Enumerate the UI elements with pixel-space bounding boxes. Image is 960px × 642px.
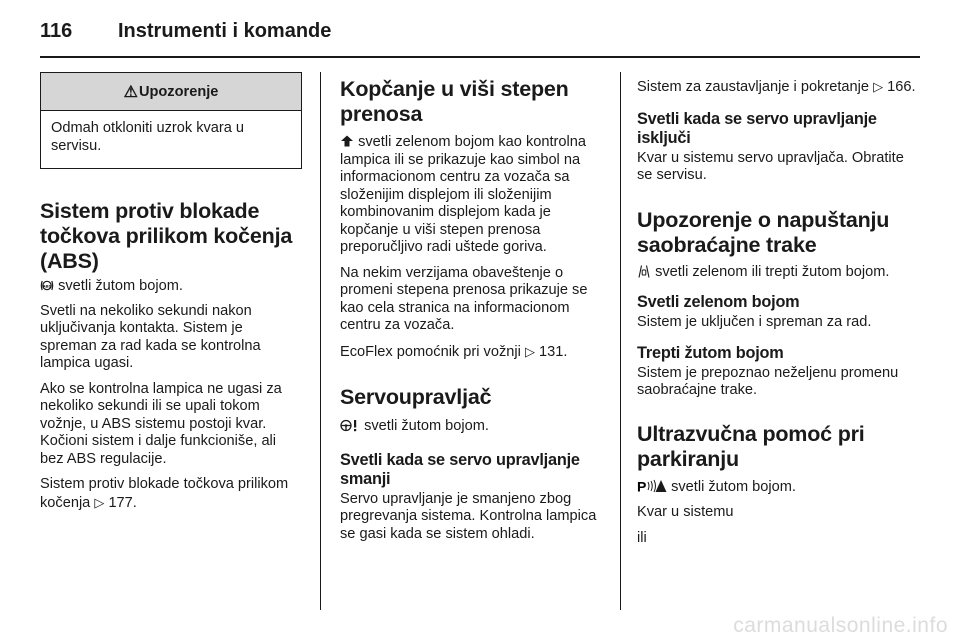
shift-ref-link[interactable]: 131. (539, 343, 568, 360)
continued-ref-link[interactable]: 166. (887, 79, 916, 95)
shift-text-1: svetli zelenom bojom kao kontrolna lampica ili se prikazuje kao simbol na informacionom centru za vozača sa složenijim displejom ili složenijim kombinovanim displejom kada je kopčanje u viši stepen prenosa preporučljivo radi uštede goriva. (340, 134, 587, 255)
warning-text: Odmah otkloniti uzrok kvara u servisu. (51, 120, 245, 154)
page-title: Instrumenti i komande (118, 20, 332, 42)
servo-heading: Servoupravljač (340, 385, 492, 409)
upshift-arrow-icon (340, 135, 354, 147)
abs-paragraph-3 (40, 476, 302, 512)
abs-ref-text: Sistem protiv blokade točkova prilikom kočenja (40, 476, 289, 511)
shift-heading: Kopčanje u viši stepen prenosa (340, 77, 569, 126)
lane-subtext-2: Sistem je prepoznao neželjenu promenu saobraćajne trake. (637, 364, 899, 398)
parking-assist-icon (637, 479, 667, 493)
column-3 (637, 72, 917, 547)
servo-subtext-1: Servo upravljanje je smanjeno zbog pregrevanja sistema. Kontrolna lampica se gasi kada se sistem ohladi. (340, 490, 597, 542)
lane-subtext-1: Sistem je uključen i spreman za rad. (637, 314, 872, 330)
shift-ref-text: EcoFlex pomoćnik pri vožnji (340, 343, 521, 360)
abs-icon-line (40, 278, 302, 296)
lane-departure-icon (637, 265, 651, 278)
abs-ref-link[interactable]: 177. (108, 494, 137, 511)
abs-icon-text: svetli žutom bojom. (58, 278, 183, 294)
park-icon-text: svetli žutom bojom. (671, 478, 796, 495)
park-paragraph-2: ili (637, 529, 647, 546)
page-number: 116 (40, 20, 73, 42)
servo-subtext-2: Kvar u sistemu servo upravljača. Obratite se servisu. (637, 149, 904, 183)
servo-subheading-2: Svetli kada se servo upravljanje isključi (637, 109, 877, 147)
shift-paragraph-2: Na nekim verzijama obaveštenje o promeni stepena prenosa prikazuje se kao cela stranica na informacionom centru za vozača. (340, 264, 588, 333)
abs-heading: Sistem protiv blokade točkova prilikom kočenja (ABS) (40, 199, 293, 273)
lane-heading: Upozorenje o napuštanju saobraćajne trake (637, 207, 890, 257)
svg-text:ABS: ABS (42, 283, 52, 289)
lane-subheading-2: Trepti žutom bojom (637, 343, 784, 362)
steering-warning-icon (340, 419, 360, 432)
column-2 (340, 72, 602, 543)
servo-subheading-1: Svetli kada se servo upravljanje smanji (340, 450, 580, 488)
warning-box (40, 72, 302, 169)
continued-ref-text: Sistem za zaustavljanje i pokretanje (637, 79, 869, 95)
watermark: carmanualsonline.info (733, 614, 948, 637)
column-divider-2 (620, 72, 621, 610)
lane-icon-line (637, 264, 917, 282)
column-divider-1 (320, 72, 321, 610)
reference-triangle-icon: ▷ (94, 494, 105, 510)
abs-paragraph-2: Ako se kontrolna lampica ne ugasi za nekoliko sekundi ili se upali tokom vožnje, u ABS sistemu postoji kvar. Kočioni sistem i dalje funkcioniše, ali bez ABS regulacije. (40, 380, 282, 467)
park-paragraph-1: Kvar u sistemu (637, 504, 734, 520)
warning-triangle-icon: ⚠ (123, 83, 138, 101)
reference-triangle-icon: ▷ (873, 79, 884, 94)
shift-paragraph-3 (340, 343, 602, 362)
reference-triangle-icon: ▷ (524, 343, 535, 359)
servo-icon-text: svetli žutom bojom. (364, 418, 489, 434)
servo-icon-line (340, 418, 602, 436)
header-rule (40, 56, 920, 58)
svg-text:P: P (637, 478, 647, 493)
lane-icon-text: svetli zelenom ili trepti žutom bojom. (655, 263, 890, 280)
abs-icon (40, 279, 54, 292)
warning-header (41, 73, 301, 111)
park-icon-line (637, 479, 917, 497)
column-1 (40, 72, 302, 512)
lane-subheading-1: Svetli zelenom bojom (637, 293, 800, 311)
continued-text (637, 78, 917, 97)
page-header (40, 18, 920, 48)
shift-paragraph-1 (340, 134, 602, 257)
warning-body (41, 111, 301, 168)
warning-title: Upozorenje (138, 83, 219, 100)
abs-paragraph-1: Svetli na nekoliko sekundi nakon uključivanja kontakta. Sistem je spreman za rad kada se kontrolna lampica ugasi. (40, 302, 261, 371)
park-heading: Ultrazvučna pomoć pri parkiranju (637, 421, 865, 471)
